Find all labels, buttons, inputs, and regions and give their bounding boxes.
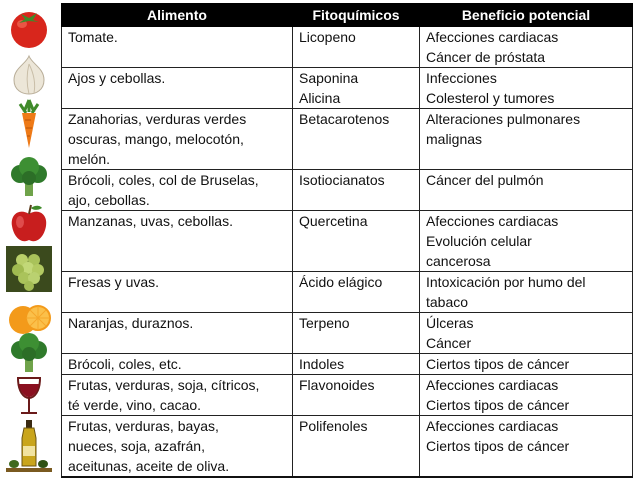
header-beneficio: Beneficio potencial [420, 4, 633, 27]
apple-icon [6, 200, 52, 246]
grapes-icon [6, 246, 52, 292]
compound-cell: Betacarotenos [293, 109, 420, 170]
food-cell: Frutas, verduras, soja, cítricos, té verde, vino, cacao. [62, 375, 293, 416]
compound-cell: Polifenoles [293, 416, 420, 478]
table-row [62, 416, 633, 478]
compound-cell: Licopeno [293, 27, 420, 68]
table-row [62, 272, 633, 313]
compound-cell: Saponina Alicina [293, 68, 420, 109]
compound-cell: Terpeno [293, 313, 420, 354]
table-row [62, 170, 633, 211]
header-fitoquimicos: Fitoquímicos [293, 4, 420, 27]
benefit-cell: Infecciones Colesterol y tumores [420, 68, 633, 109]
table-header-row [62, 4, 633, 27]
table-row [62, 27, 633, 68]
header-alimento: Alimento [62, 4, 293, 27]
benefit-cell: Úlceras Cáncer [420, 313, 633, 354]
table-row [62, 109, 633, 170]
benefit-cell: Alteraciones pulmonares malignas [420, 109, 633, 170]
tomato-icon [6, 4, 52, 50]
carrot-icon [6, 98, 52, 150]
food-cell: Brócoli, coles, etc. [62, 354, 293, 375]
phytochemicals-table [61, 3, 633, 478]
food-cell: Naranjas, duraznos. [62, 313, 293, 354]
benefit-cell: Afecciones cardiacas Ciertos tipos de cáncer [420, 416, 633, 478]
benefit-cell: Afecciones cardiacas Cáncer de próstata [420, 27, 633, 68]
garlic-icon [6, 50, 52, 96]
food-cell: Brócoli, coles, col de Bruselas, ajo, cebollas. [62, 170, 293, 211]
compound-cell: Flavonoides [293, 375, 420, 416]
broccoli-icon [6, 330, 52, 376]
food-cell: Frutas, verduras, bayas, nueces, soja, azafrán, aceitunas, aceite de oliva. [62, 416, 293, 478]
benefit-cell: Afecciones cardiacas Evolución celular cancerosa [420, 211, 633, 272]
food-cell: Manzanas, uvas, cebollas. [62, 211, 293, 272]
table-row [62, 68, 633, 109]
wine-glass-icon [6, 372, 52, 418]
food-cell: Tomate. [62, 27, 293, 68]
table-row [62, 354, 633, 375]
compound-cell: Quercetina [293, 211, 420, 272]
compound-cell: Ácido elágico [293, 272, 420, 313]
food-cell: Fresas y uvas. [62, 272, 293, 313]
compound-cell: Isotiocianatos [293, 170, 420, 211]
broccoli-icon [6, 154, 52, 200]
olive-oil-icon [6, 418, 52, 472]
compound-cell: Indoles [293, 354, 420, 375]
benefit-cell: Intoxicación por humo del tabaco [420, 272, 633, 313]
table-row [62, 375, 633, 416]
food-cell: Ajos y cebollas. [62, 68, 293, 109]
table-row [62, 313, 633, 354]
benefit-cell: Ciertos tipos de cáncer [420, 354, 633, 375]
benefit-cell: Cáncer del pulmón [420, 170, 633, 211]
benefit-cell: Afecciones cardiacas Ciertos tipos de cáncer [420, 375, 633, 416]
food-cell: Zanahorias, verduras verdes oscuras, mango, melocotón, melón. [62, 109, 293, 170]
table-row [62, 211, 633, 272]
food-icons-column [0, 0, 58, 480]
